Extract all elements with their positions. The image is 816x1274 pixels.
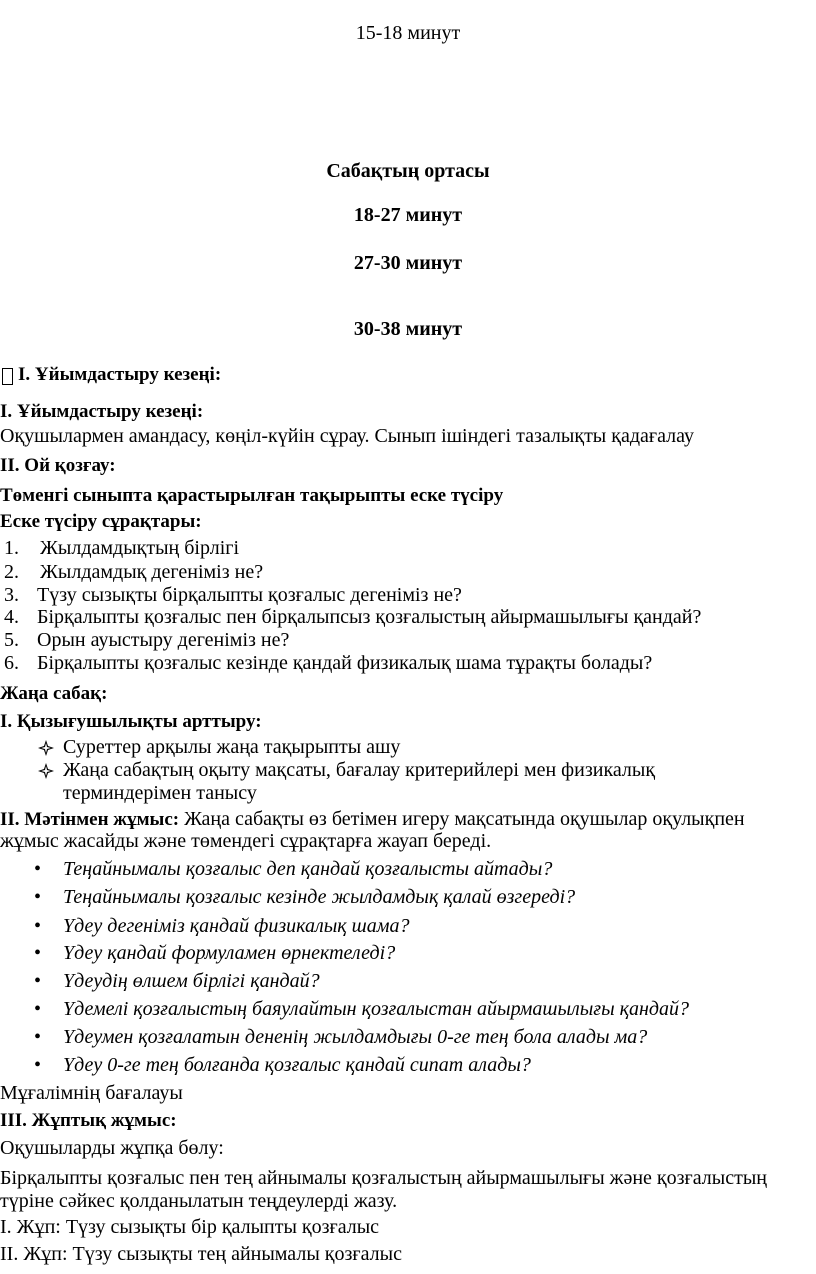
- bullet-icon: •: [34, 1054, 42, 1076]
- bullet-icon: •: [34, 970, 42, 992]
- text-work-paragraph: [0, 808, 745, 831]
- time-range-1: 18-27 минут: [353, 204, 463, 226]
- bullet-icon: •: [34, 858, 42, 880]
- text-work-line2: жұмыс жасайды және төмендегі сұрақтарға жауап береді.: [0, 830, 492, 852]
- list-item-number: 1.: [4, 537, 19, 559]
- list-item-number: 6.: [4, 652, 19, 674]
- list-item-number: 5.: [4, 629, 19, 651]
- list-item: Түзу сызықты бірқалыпты қозғалыс дегеніміз не?: [37, 584, 462, 606]
- pair-2-text: ІІ. Жұп: Түзу сызықты тең айнымалы қозғалыс: [0, 1243, 402, 1265]
- time-range-2: 27-30 минут: [353, 252, 463, 274]
- list-item: Үдеудің өлшем бірлігі қандай?: [63, 970, 320, 992]
- new-lesson-heading: Жаңа сабақ:: [0, 683, 108, 704]
- diamond-bullet-icon: [38, 763, 54, 779]
- list-item: Үдеу 0-ге тең болғанда қозғалыс қандай сипат алады?: [63, 1054, 531, 1076]
- pair-1-text: І. Жұп: Түзу сызықты бір қалыпты қозғалыс: [0, 1216, 380, 1238]
- bullet-icon: •: [34, 942, 42, 964]
- bullet-icon: •: [34, 915, 42, 937]
- teacher-evaluation: Мұғалімнің бағалауы: [0, 1082, 183, 1104]
- stage-heading-bullet: I. Ұйымдастыру кезеңі:: [18, 364, 222, 385]
- questions-heading: Еске түсіру сұрақтары:: [0, 511, 202, 532]
- list-item: Жылдамдықтың бірлігі: [40, 537, 240, 559]
- list-item: Үдеу қандай формуламен өрнектеледі?: [63, 942, 396, 964]
- list-item-number: 2.: [4, 561, 19, 583]
- list-item-number: 3.: [4, 584, 19, 606]
- pair-work-heading: III. Жұптық жұмыс:: [0, 1110, 177, 1131]
- bullet-icon: •: [34, 998, 42, 1020]
- stage-heading: I. Ұйымдастыру кезеңі:: [0, 401, 204, 422]
- pair-task-line1: Бірқалыпты қозғалыс пен тең айнымалы қозғалыстың айырмашылығы және қозғалыстың: [0, 1167, 767, 1189]
- list-item: Теңайнымалы қозғалыс деп қандай қозғалысты айтады?: [63, 858, 553, 880]
- greeting-text: Оқушылармен амандасу, көңіл-күйін сұрау. Сынып ішіндегі тазалықты қадағалау: [0, 425, 694, 447]
- text-work-line1: Жаңа сабақты өз бетімен игеру мақсатында оқушылар оқулықпен: [179, 808, 745, 830]
- interest-item-continuation: терминдерімен танысу: [63, 782, 257, 804]
- list-item: Жылдамдық дегеніміз не?: [40, 561, 264, 583]
- list-item: Бірқалыпты қозғалыс пен бірқалыпсыз қозғалыстың айырмашылығы қандай?: [37, 606, 702, 628]
- bullet-icon: •: [34, 886, 42, 908]
- brainstorm-heading: II. Ой қозғау:: [0, 455, 116, 476]
- missing-glyph-icon: [2, 368, 13, 385]
- list-item: Теңайнымалы қозғалыс кезінде жылдамдық қалай өзгереді?: [63, 886, 576, 908]
- list-item: Үдеу дегеніміз қандай физикалық шама?: [63, 915, 410, 937]
- list-item-number: 4.: [4, 606, 19, 628]
- interest-heading: I. Қызығушылықты арттыру:: [0, 711, 262, 732]
- mid-lesson-title: Сабақтың ортасы: [326, 160, 490, 182]
- list-item: Үдемелі қозғалыстың баяулайтын қозғалыстан айырмашылығы қандай?: [63, 998, 690, 1020]
- time-top: 15-18 минут: [355, 22, 461, 44]
- interest-item: Жаңа сабақтың оқыту мақсаты, бағалау критерийлері мен физикалық: [63, 759, 656, 781]
- review-heading: Төменгі сыныпта қарастырылған тақырыпты еске түсіру: [0, 485, 504, 506]
- pair-split-text: Оқушыларды жұпқа бөлу:: [0, 1137, 224, 1159]
- time-range-3: 30-38 минут: [353, 318, 463, 340]
- list-item: Орын ауыстыру дегеніміз не?: [37, 629, 290, 651]
- diamond-bullet-icon: [38, 740, 54, 756]
- list-item: Үдеумен қозғалатын дененің жылдамдығы 0-ге тең бола алады ма?: [63, 1026, 648, 1048]
- pair-task-line2: түріне сәйкес қолданылатын теңдеулерді жазу.: [0, 1190, 398, 1212]
- text-work-label: II. Мәтінмен жұмыс:: [0, 809, 180, 830]
- interest-item: Суреттер арқылы жаңа тақырыпты ашу: [63, 736, 401, 758]
- bullet-icon: •: [34, 1026, 42, 1048]
- list-item: Бірқалыпты қозғалыс кезінде қандай физикалық шама тұрақты болады?: [37, 652, 653, 674]
